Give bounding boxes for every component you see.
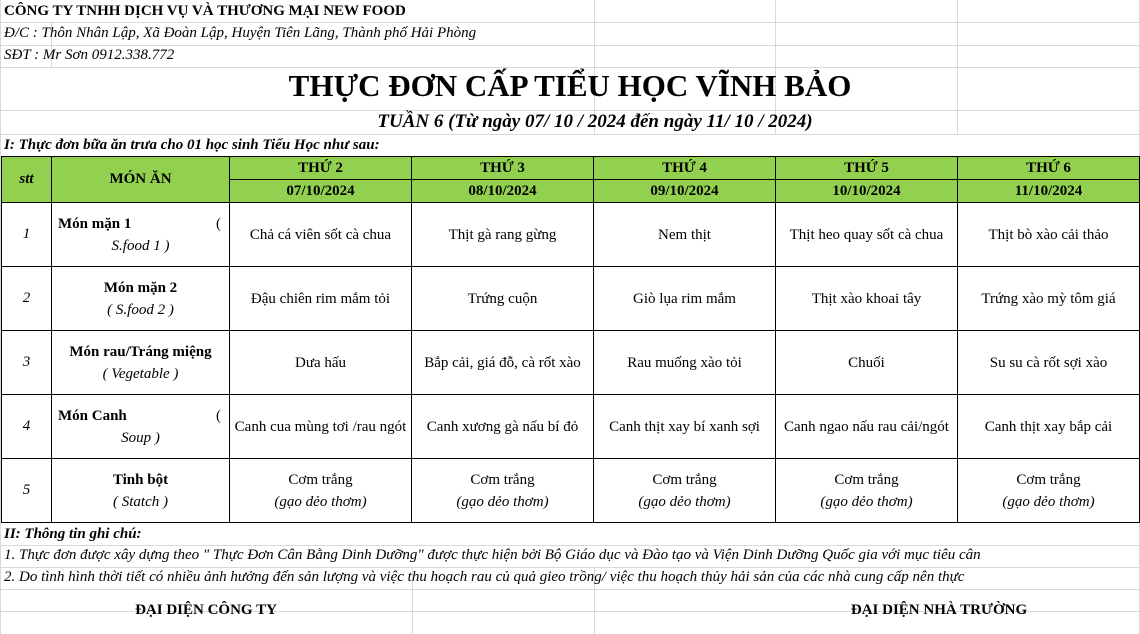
date-header: 10/10/2024 — [776, 180, 958, 203]
day-header: THỨ 5 — [776, 157, 958, 180]
company-phone: SĐT : Mr Sơn 0912.338.772 — [4, 47, 175, 63]
day-header: THỨ 6 — [958, 157, 1140, 180]
menu-item-note: (gạo dẻo thơm) — [1002, 493, 1095, 510]
week-subtitle: TUẦN 6 (Từ ngày 07/ 10 / 2024 đến ngày 11/ 10 / 2024) — [377, 111, 813, 132]
menu-item: Thịt heo quay sốt cà chua — [789, 226, 944, 243]
dish-category-cell — [52, 203, 230, 267]
menu-item: Thịt gà rang gừng — [448, 226, 557, 243]
gridline — [0, 45, 1140, 46]
dish-category-name: Món mặn 2 — [103, 279, 178, 296]
menu-item: Canh cua mùng tơi /rau ngót — [234, 418, 407, 435]
row-number: 4 — [2, 395, 52, 459]
dish-category-english: ( S.food 2 ) — [107, 301, 174, 318]
company-name: CÔNG TY TNHH DỊCH VỤ VÀ THƯƠNG MẠI NEW FOOD — [4, 3, 406, 19]
menu-item-cell — [958, 459, 1140, 523]
menu-item-cell — [594, 331, 776, 395]
menu-item-cell — [412, 395, 594, 459]
gridline — [0, 545, 1140, 546]
menu-row — [2, 331, 1140, 395]
menu-item-cell — [776, 331, 958, 395]
dish-category-english: ( Vegetable ) — [102, 365, 179, 382]
menu-item: Đậu chiên rim mắm tỏi — [250, 290, 391, 307]
menu-item-cell — [958, 395, 1140, 459]
menu-item-cell — [412, 203, 594, 267]
dish-category-name: Món mặn 1 — [58, 215, 132, 232]
dish-category-cell — [52, 459, 230, 523]
menu-item-note: (gạo dẻo thơm) — [820, 493, 913, 510]
menu-item-cell — [412, 459, 594, 523]
dish-category-name: Món Canh — [58, 407, 127, 424]
menu-item-cell — [594, 459, 776, 523]
menu-item-cell — [776, 203, 958, 267]
date-header: 11/10/2024 — [958, 180, 1140, 203]
dish-category-cell — [52, 267, 230, 331]
menu-item-note: (gạo dẻo thơm) — [274, 493, 367, 510]
gridline — [0, 134, 1140, 135]
menu-item: Dưa hấu — [294, 354, 347, 371]
menu-row — [2, 203, 1140, 267]
menu-item: Cơm trắng — [834, 471, 899, 488]
menu-table — [1, 156, 1140, 523]
menu-item-cell — [412, 331, 594, 395]
dish-category-name: Món rau/Tráng miệng — [69, 343, 212, 360]
menu-item-cell — [230, 459, 412, 523]
menu-item-cell — [230, 395, 412, 459]
menu-item-cell — [594, 395, 776, 459]
dish-category-name: Tinh bột — [112, 471, 169, 488]
menu-item: Nem thịt — [658, 226, 711, 243]
menu-item: Cơm trắng — [288, 471, 353, 488]
menu-item: Thịt xào khoai tây — [811, 290, 922, 307]
row-number: 1 — [2, 203, 52, 267]
menu-item-cell — [230, 331, 412, 395]
menu-item: Chả cá viên sốt cà chua — [249, 226, 392, 243]
menu-item-note: (gạo dẻo thơm) — [456, 493, 549, 510]
menu-row — [2, 459, 1140, 523]
menu-item: Canh thịt xay bắp cải — [984, 418, 1113, 435]
gridline — [412, 589, 594, 590]
day-header: THỨ 3 — [412, 157, 594, 180]
note-2: 2. Do tình hình thời tiết có nhiều ảnh hưởng đến sản lượng và việc thu hoạch rau củ quả gieo trồng/ việc thu hoạch thủy hải sản của các nhà cung cấp nên thực — [4, 569, 965, 585]
menu-item-cell — [776, 459, 958, 523]
header-row-days — [2, 157, 1140, 180]
row-number: 2 — [2, 267, 52, 331]
date-header: 08/10/2024 — [412, 180, 594, 203]
dish-category-english: ( Statch ) — [113, 493, 168, 510]
dish-category-english: S.food 1 ) — [111, 237, 170, 254]
dish-category-cell — [52, 395, 230, 459]
company-signature-label: ĐẠI DIỆN CÔNG TY — [135, 602, 277, 618]
menu-item: Trứng xào mỳ tôm giá — [981, 290, 1116, 307]
day-header: THỨ 4 — [594, 157, 776, 180]
dish-category-english: Soup ) — [121, 429, 160, 446]
stt-header: stt — [2, 157, 52, 203]
menu-item-cell — [776, 395, 958, 459]
menu-item-note: (gạo dẻo thơm) — [638, 493, 731, 510]
date-header: 07/10/2024 — [230, 180, 412, 203]
menu-item-cell — [594, 203, 776, 267]
gridline — [0, 567, 1140, 568]
note-1: 1. Thực đơn được xây dựng theo " Thực Đơn Cân Bằng Dinh Dưỡng" được thực hiện bởi Bộ Giáo dục và Đào tạo và Viện Dinh Dưỡng Quốc gia với mục tiêu cân — [4, 547, 981, 563]
menu-item: Trứng cuộn — [467, 290, 538, 307]
menu-item: Canh ngao nấu rau cải/ngót — [784, 418, 949, 435]
company-address: Đ/C : Thôn Nhân Lập, Xã Đoàn Lập, Huyện Tiên Lãng, Thành phố Hải Phòng — [4, 25, 477, 41]
menu-item: Cơm trắng — [470, 471, 535, 488]
menu-item-cell — [230, 203, 412, 267]
menu-item-cell — [958, 267, 1140, 331]
section-heading: I: Thực đơn bữa ăn trưa cho 01 học sinh Tiểu Học như sau: — [4, 137, 380, 153]
row-number: 5 — [2, 459, 52, 523]
dish-category-cell — [52, 331, 230, 395]
page-title: THỰC ĐƠN CẤP TIỂU HỌC VĨNH BẢO — [288, 68, 852, 103]
menu-item: Bắp cải, giá đỗ, cà rốt xào — [424, 354, 581, 371]
menu-item: Chuối — [848, 354, 885, 371]
gridline — [0, 22, 1140, 23]
menu-item-cell — [594, 267, 776, 331]
dish-header: MÓN ĂN — [52, 157, 230, 203]
school-signature-label: ĐẠI DIỆN NHÀ TRƯỜNG — [850, 602, 1028, 618]
menu-item: Rau muống xào tỏi — [627, 354, 742, 371]
menu-item-cell — [412, 267, 594, 331]
menu-item: Cơm trắng — [1016, 471, 1081, 488]
menu-item: Canh xương gà nấu bí đỏ — [426, 418, 579, 435]
menu-item: Thịt bò xào cải thảo — [988, 226, 1109, 243]
dish-category-paren: ( — [216, 408, 221, 424]
date-header: 09/10/2024 — [594, 180, 776, 203]
menu-item: Cơm trắng — [652, 471, 717, 488]
menu-item-cell — [958, 203, 1140, 267]
menu-item-cell — [958, 331, 1140, 395]
row-number: 3 — [2, 331, 52, 395]
day-header: THỨ 2 — [230, 157, 412, 180]
menu-item-cell — [776, 267, 958, 331]
menu-item: Giò lụa rim mắm — [633, 290, 736, 307]
menu-item: Su su cà rốt sợi xào — [989, 354, 1108, 371]
menu-row — [2, 267, 1140, 331]
menu-item-cell — [230, 267, 412, 331]
notes-heading: II: Thông tin ghi chú: — [4, 526, 142, 542]
menu-item: Canh thịt xay bí xanh sợi — [609, 418, 760, 435]
dish-category-paren: ( — [216, 216, 221, 232]
menu-row — [2, 395, 1140, 459]
